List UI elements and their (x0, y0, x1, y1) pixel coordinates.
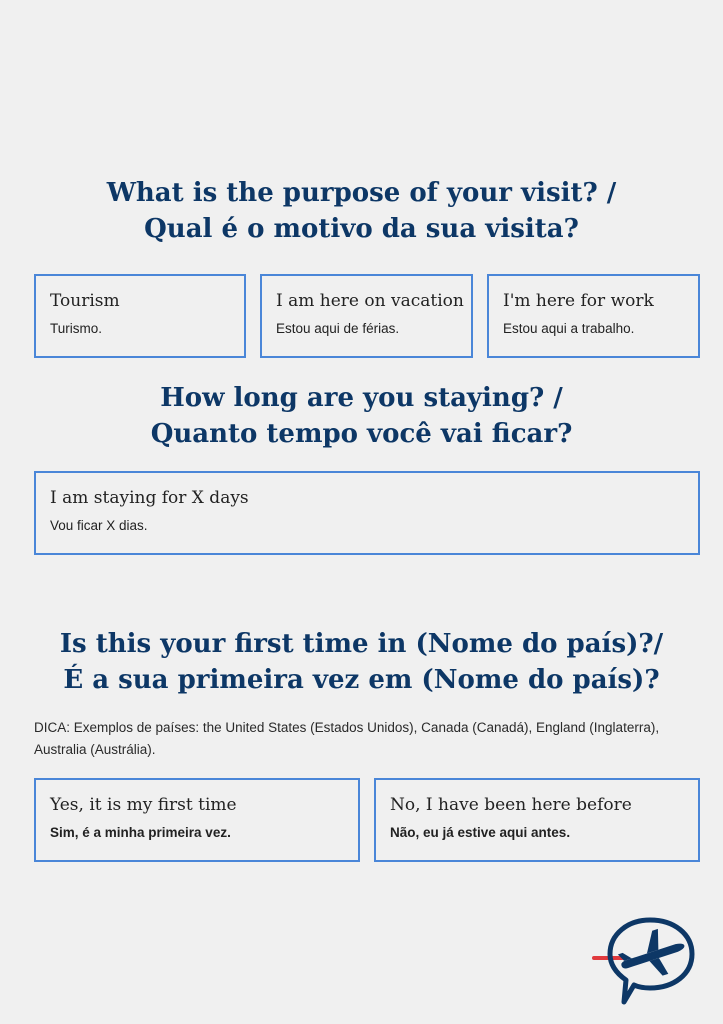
phrase-card-first-time-yes (34, 778, 360, 862)
phrase-card-pt: Vou ficar X dias. (50, 518, 148, 533)
section-purpose-heading-en: What is the purpose of your visit? / (106, 178, 617, 208)
phrase-card-pt: Turismo. (50, 321, 103, 336)
phrase-card-vacation (260, 274, 473, 358)
section-purpose-heading-pt: Qual é o motivo da sua visita? (144, 214, 579, 244)
phrase-card-first-time-no (374, 778, 700, 862)
section-duration-heading (0, 380, 723, 452)
phrase-card-en: I'm here for work (503, 291, 654, 311)
section-first-time-heading-pt: É a sua primeira vez em (Nome do país)? (63, 665, 660, 695)
section-duration-heading-en: How long are you staying? / (160, 383, 563, 413)
section-duration-heading-pt: Quanto tempo você vai ficar? (150, 419, 573, 449)
phrase-card-en: Tourism (50, 291, 120, 311)
section-first-time-heading-en: Is this your first time in (Nome do país)?/ (59, 629, 664, 659)
phrase-card-tourism (34, 274, 246, 358)
phrase-card-pt: Estou aqui de férias. (276, 321, 400, 336)
tip-text: DICA: Exemplos de países: the United States (Estados Unidos), Canada (Canadá), England (Inglaterra), Australia (Austrália). (34, 720, 660, 757)
phrase-card-pt: Sim, é a minha primeira vez. (50, 825, 231, 840)
phrase-card-pt: Estou aqui a trabalho. (503, 321, 635, 336)
phrase-card-en: I am here on vacation (276, 291, 464, 311)
phrase-card-staying-days (34, 471, 700, 555)
airplane-speech-bubble-icon (590, 914, 700, 1008)
phrase-card-work (487, 274, 700, 358)
phrase-card-en: Yes, it is my first time (50, 795, 237, 815)
phrase-card-en: I am staying for X days (50, 488, 249, 508)
section-purpose-heading (0, 175, 723, 247)
phrase-card-en: No, I have been here before (390, 795, 632, 815)
section-first-time-heading (0, 626, 723, 698)
phrase-card-pt: Não, eu já estive aqui antes. (390, 825, 571, 840)
